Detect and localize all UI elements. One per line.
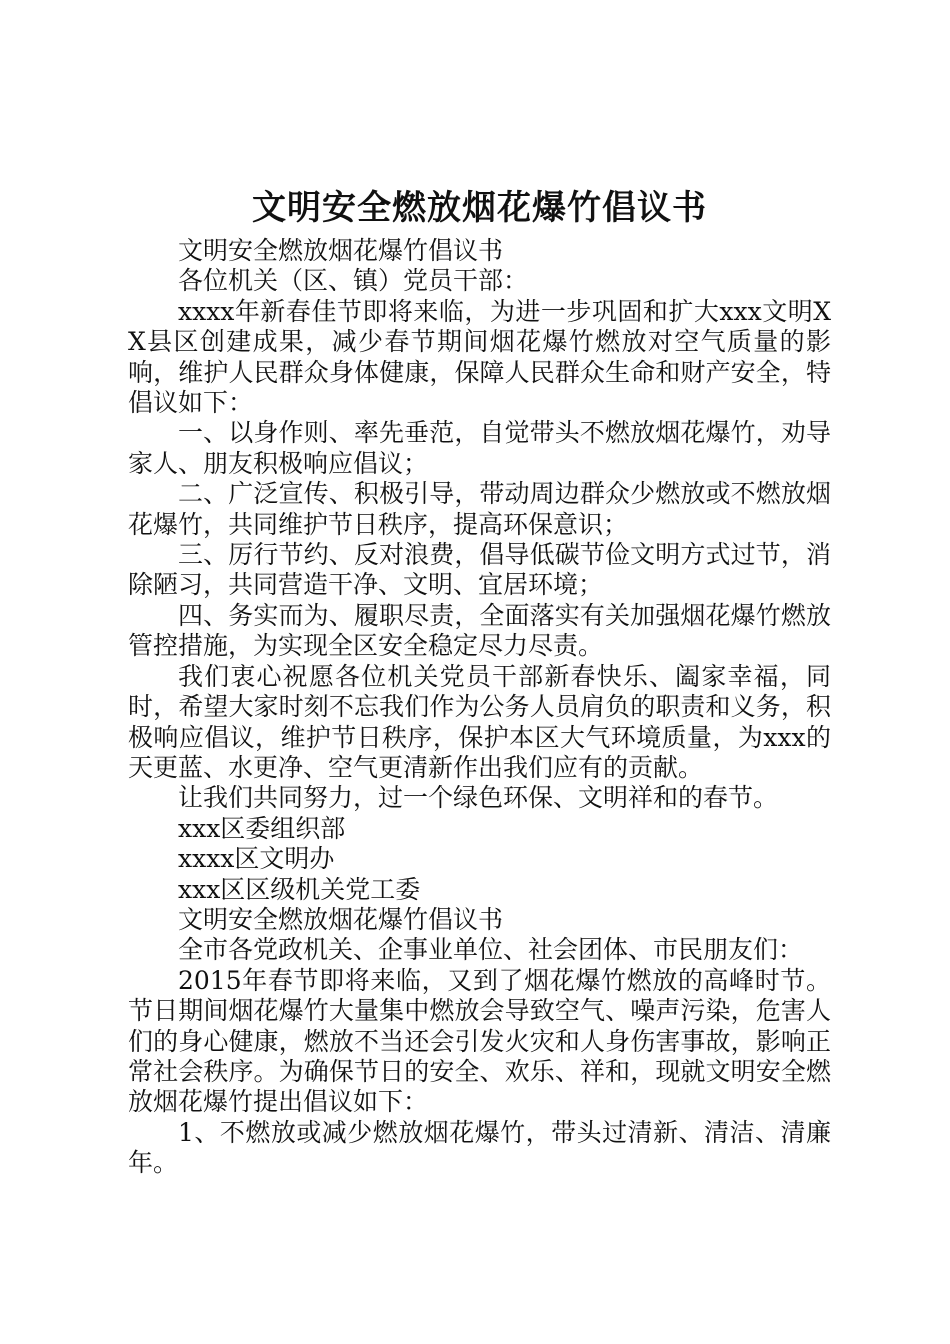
paragraph-subtitle-2: 文明安全燃放烟花爆竹倡议书	[178, 904, 504, 934]
paragraph-salutation-2: 全市各党政机关、企事业单位、社会团体、市民朋友们：	[178, 935, 804, 965]
document-title: 文明安全燃放烟花爆竹倡议书	[252, 188, 707, 228]
paragraph-salutation: 各位机关（区、镇）党员干部：	[178, 266, 529, 296]
paragraph-intro: xxxx年新春佳节即将来临，为进一步巩固和扩大xxx文明XX县区创建成果，减少春节期间烟花爆竹燃放对空气质量的影响，维护人民群众身体健康，保障人民群众生命和财产安全，特倡议如下：	[128, 296, 831, 418]
document-body	[128, 236, 831, 1179]
paragraph-intro-2: 2015年春节即将来临，又到了烟花爆竹燃放的高峰时节。节日期间烟花爆竹大量集中燃放会导致空气、噪声污染，危害人们的身心健康，燃放不当还会引发火灾和人身伤害事故，影响正常社会秩序。为确保节日的安全、欢乐、祥和，现就文明安全燃放烟花爆竹提出倡议如下：	[128, 965, 831, 1117]
paragraph-closing: 让我们共同努力，过一个绿色环保、文明祥和的春节。	[178, 783, 779, 813]
signature-line-3: xxx区区级机关党工委	[178, 874, 421, 904]
paragraph-item-1: 一、以身作则、率先垂范，自觉带头不燃放烟花爆竹，劝导家人、朋友积极响应倡议；	[128, 418, 831, 478]
paragraph-wishes: 我们衷心祝愿各位机关党员干部新春快乐、阖家幸福，同时，希望大家时刻不忘我们作为公务人员肩负的职责和义务，积极响应倡议，维护节日秩序，保护本区大气环境质量，为xxx的天更蓝、水更净、空气更清新作出我们应有的贡献。	[128, 661, 831, 782]
signature-line-1: xxx区委组织部	[178, 813, 346, 843]
signature-line-2: xxxx区文明办	[178, 844, 335, 874]
paragraph-item-2-1: 1、不燃放或减少燃放烟花爆竹，带头过清新、清洁、清廉年。	[128, 1117, 831, 1178]
paragraph-item-3: 三、厉行节约、反对浪费，倡导低碳节俭文明方式过节，消除陋习，共同营造干净、文明、宜居环境；	[128, 540, 831, 600]
paragraph-item-2: 二、广泛宣传、积极引导，带动周边群众少燃放或不燃放烟花爆竹，共同维护节日秩序，提高环保意识；	[128, 479, 831, 539]
document-page	[128, 186, 831, 1179]
paragraph-subtitle: 文明安全燃放烟花爆竹倡议书	[178, 236, 504, 265]
paragraph-item-4: 四、务实而为、履职尽责，全面落实有关加强烟花爆竹燃放管控措施，为实现全区安全稳定尽力尽责。	[128, 600, 831, 661]
